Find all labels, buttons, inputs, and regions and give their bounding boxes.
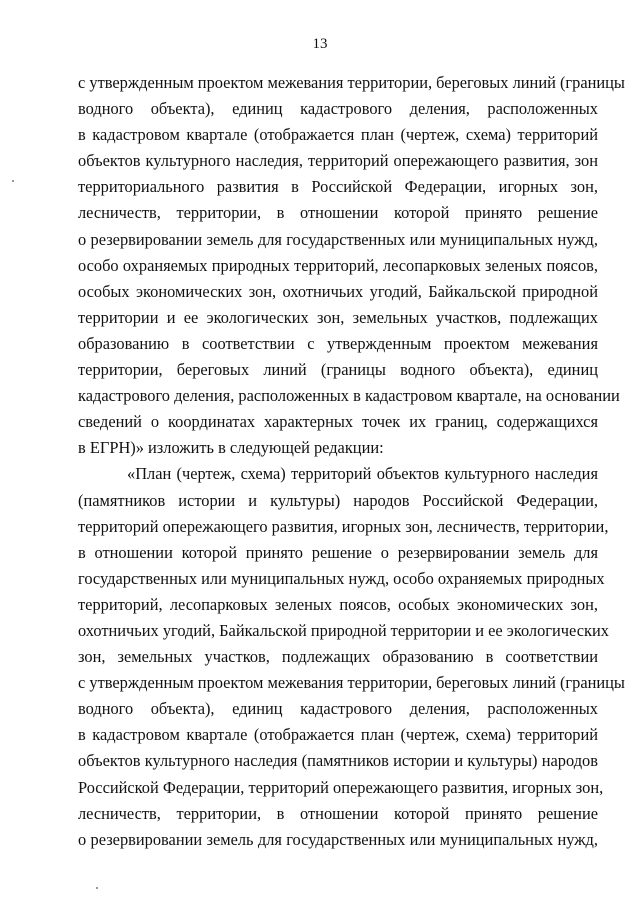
text-line: зон, земельных участков, подлежащих образованию в соответствии [78,647,598,667]
text-line: территорий, лесопарковых зеленых поясов, особых экономических зон, [78,594,598,614]
text-line: особо охраняемых природных территорий, лесопарковых зеленых поясов, [78,255,598,275]
text-line: водного объекта), единиц кадастрового деления, расположенных [78,699,598,719]
text-line: о резервировании земель для государственных или муниципальных нужд, [78,829,598,849]
text-line: объектов культурного наследия (памятников истории и культуры) народов [78,751,598,771]
text-line: территорий опережающего развития, игорных зон, лесничеств, территории, [78,516,609,536]
text-line: в кадастровом квартале (отображается план (чертеж, схема) территорий [78,125,598,145]
text-line: с утвержденным проектом межевания территории, береговых линий (границы [78,673,625,693]
text-line: сведений о координатах характерных точек их границ, содержащихся [78,412,598,432]
text-line: (памятников истории и культуры) народов Российской Федерации, [78,490,598,510]
text-line: кадастрового деления, расположенных в кадастровом квартале, на основании [78,386,620,406]
text-line: образованию в соответствии с утвержденным проектом межевания [78,333,598,353]
text-line: охотничьих угодий, Байкальской природной территории и ее экологических [78,620,609,640]
text-line: в отношении которой принято решение о резервировании земель для [78,542,598,562]
text-line: объектов культурного наследия, территорий опережающего развития, зон [78,151,598,171]
text-line: государственных или муниципальных нужд, особо охраняемых природных [78,568,605,588]
body-text [78,70,625,853]
text-line: лесничеств, территории, в отношении которой принято решение [78,803,598,823]
text-line: лесничеств, территории, в отношении которой принято решение [78,203,598,223]
text-line: «План (чертеж, схема) территорий объектов культурного наследия [127,464,598,484]
scan-speck [12,180,14,182]
text-line: Российской Федерации, территорий опережающего развития, игорных зон, [78,777,604,797]
text-line: водного объекта), единиц кадастрового деления, расположенных [78,99,598,119]
text-line: с утвержденным проектом межевания территории, береговых линий (границы [78,73,625,92]
text-line: в кадастровом квартале (отображается план (чертеж, схема) территорий [78,725,598,745]
text-line: особых экономических зон, охотничьих угодий, Байкальской природной [78,281,598,301]
page-number: 13 [312,36,328,52]
text-line: о резервировании земель для государственных или муниципальных нужд, [78,229,598,249]
scan-speck [96,887,98,889]
text-line: территории, береговых линий (границы водного объекта), единиц [78,360,598,380]
text-line: территориального развития в Российской Федерации, игорных зон, [78,177,598,197]
text-line: в ЕГРН)» изложить в следующей редакции: [78,438,384,458]
text-line: территории и ее экологических зон, земельных участков, подлежащих [78,307,598,327]
